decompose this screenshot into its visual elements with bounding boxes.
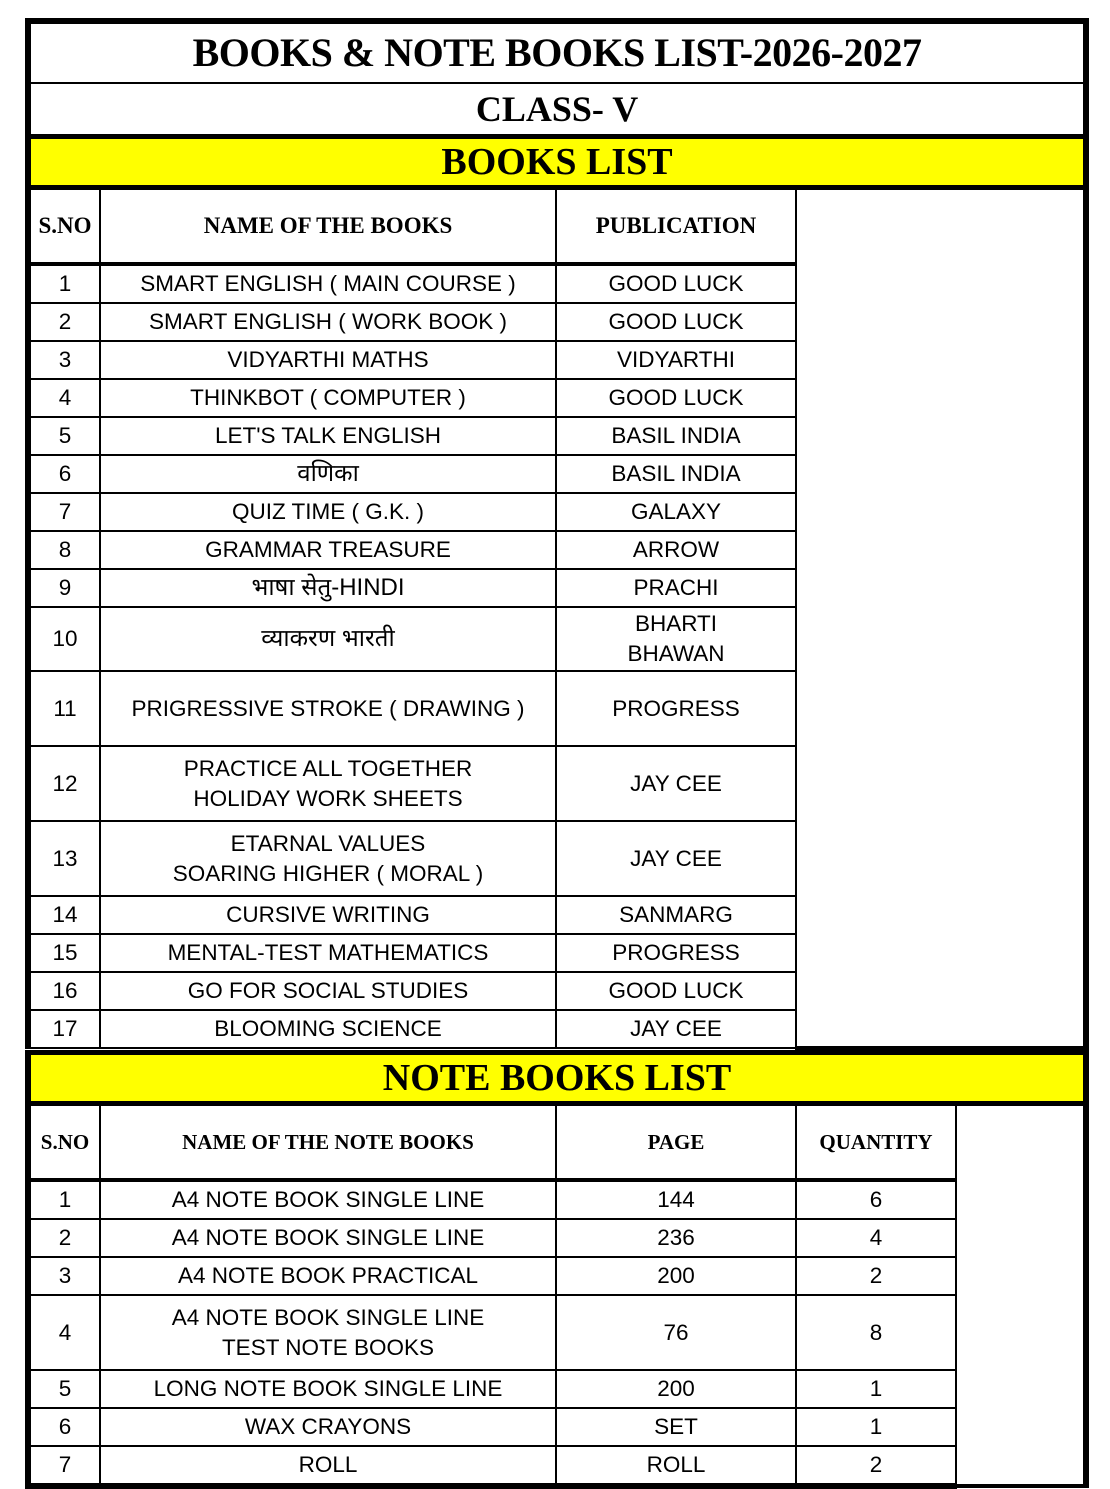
book-publication: PROGRESS bbox=[556, 934, 796, 972]
notebook-page: 200 bbox=[556, 1257, 796, 1295]
book-name: वणिका bbox=[100, 455, 556, 493]
notebook-quantity: 1 bbox=[796, 1408, 956, 1446]
book-name: GRAMMAR TREASURE bbox=[100, 531, 556, 569]
book-sno: 16 bbox=[28, 972, 100, 1010]
book-publication: BASIL INDIA bbox=[556, 455, 796, 493]
books-col-header-sno: S.NO bbox=[28, 188, 100, 265]
book-publication: GOOD LUCK bbox=[556, 303, 796, 341]
book-name: BLOOMING SCIENCE bbox=[100, 1010, 556, 1048]
books-table bbox=[25, 18, 1089, 1050]
page-title: BOOKS & NOTE BOOKS LIST-2026-2027 bbox=[28, 21, 1086, 83]
book-sno: 5 bbox=[28, 417, 100, 455]
book-publication: ARROW bbox=[556, 531, 796, 569]
note-books-list-band-label: NOTE BOOKS LIST bbox=[28, 1053, 1086, 1104]
book-name bbox=[100, 821, 556, 896]
notebooks-blank-column bbox=[956, 1104, 1086, 1487]
notebook-quantity: 2 bbox=[796, 1257, 956, 1295]
book-sno: 3 bbox=[28, 341, 100, 379]
book-sno: 10 bbox=[28, 607, 100, 671]
book-publication: PROGRESS bbox=[556, 671, 796, 746]
book-name-line2: HOLIDAY WORK SHEETS bbox=[193, 785, 463, 811]
notebook-col-header-quantity: QUANTITY bbox=[796, 1104, 956, 1181]
notebooks-table bbox=[25, 1050, 1089, 1489]
book-sno: 13 bbox=[28, 821, 100, 896]
book-publication: SANMARG bbox=[556, 896, 796, 934]
notebooks-header-row bbox=[28, 1104, 1086, 1181]
notebook-quantity: 4 bbox=[796, 1219, 956, 1257]
notebook-col-header-page: PAGE bbox=[556, 1104, 796, 1181]
notebook-name-line1: A4 NOTE BOOK SINGLE LINE bbox=[171, 1304, 485, 1330]
notebook-quantity: 8 bbox=[796, 1295, 956, 1370]
notebook-name: A4 NOTE BOOK PRACTICAL bbox=[100, 1257, 556, 1295]
book-name: व्याकरण भारती bbox=[100, 607, 556, 671]
book-publication: JAY CEE bbox=[556, 1010, 796, 1048]
notebook-page: SET bbox=[556, 1408, 796, 1446]
books-band-row bbox=[28, 137, 1086, 188]
book-publication: JAY CEE bbox=[556, 821, 796, 896]
book-sno: 14 bbox=[28, 896, 100, 934]
book-publication bbox=[556, 607, 796, 671]
book-sno: 6 bbox=[28, 455, 100, 493]
notebooks-band-row bbox=[28, 1053, 1086, 1104]
notebook-page: ROLL bbox=[556, 1446, 796, 1486]
book-publication: GOOD LUCK bbox=[556, 379, 796, 417]
notebook-quantity: 1 bbox=[796, 1370, 956, 1408]
table-row bbox=[28, 1180, 1086, 1219]
book-sno: 15 bbox=[28, 934, 100, 972]
book-publication: JAY CEE bbox=[556, 746, 796, 821]
notebook-name: A4 NOTE BOOK SINGLE LINE bbox=[100, 1219, 556, 1257]
book-name: VIDYARTHI MATHS bbox=[100, 341, 556, 379]
book-name: GO FOR SOCIAL STUDIES bbox=[100, 972, 556, 1010]
book-sno: 1 bbox=[28, 264, 100, 303]
class-title-row bbox=[28, 83, 1086, 137]
table-row bbox=[28, 1257, 1086, 1295]
table-row bbox=[28, 1370, 1086, 1408]
notebook-sno: 2 bbox=[28, 1219, 100, 1257]
class-title: CLASS- V bbox=[28, 83, 1086, 137]
document-title-row bbox=[28, 21, 1086, 83]
book-sno: 8 bbox=[28, 531, 100, 569]
book-publication: GALAXY bbox=[556, 493, 796, 531]
book-publication: BASIL INDIA bbox=[556, 417, 796, 455]
notebook-name: LONG NOTE BOOK SINGLE LINE bbox=[100, 1370, 556, 1408]
book-name: MENTAL-TEST MATHEMATICS bbox=[100, 934, 556, 972]
table-row bbox=[28, 1446, 1086, 1486]
table-row bbox=[28, 1408, 1086, 1446]
book-sno: 9 bbox=[28, 569, 100, 607]
notebook-sno: 5 bbox=[28, 1370, 100, 1408]
book-name-line2: SOARING HIGHER ( MORAL ) bbox=[172, 860, 484, 886]
book-sno: 17 bbox=[28, 1010, 100, 1048]
books-list-band-label: BOOKS LIST bbox=[28, 137, 1086, 188]
notebook-name: WAX CRAYONS bbox=[100, 1408, 556, 1446]
books-blank-column bbox=[796, 188, 1086, 1049]
notebook-sno: 1 bbox=[28, 1180, 100, 1219]
notebook-sno: 7 bbox=[28, 1446, 100, 1486]
books-header-row bbox=[28, 188, 1086, 265]
notebook-page: 144 bbox=[556, 1180, 796, 1219]
notebook-page: 236 bbox=[556, 1219, 796, 1257]
book-sno: 12 bbox=[28, 746, 100, 821]
book-publication: VIDYARTHI bbox=[556, 341, 796, 379]
book-sno: 7 bbox=[28, 493, 100, 531]
books-col-header-name: NAME OF THE BOOKS bbox=[100, 188, 556, 265]
notebook-page: 200 bbox=[556, 1370, 796, 1408]
notebook-name: A4 NOTE BOOK SINGLE LINE bbox=[100, 1180, 556, 1219]
notebook-sno: 3 bbox=[28, 1257, 100, 1295]
book-publication: PRACHI bbox=[556, 569, 796, 607]
book-name: भाषा सेतु-HINDI bbox=[100, 569, 556, 607]
books-col-header-publication: PUBLICATION bbox=[556, 188, 796, 265]
book-sno: 2 bbox=[28, 303, 100, 341]
book-sno: 4 bbox=[28, 379, 100, 417]
book-name: QUIZ TIME ( G.K. ) bbox=[100, 493, 556, 531]
notebook-sno: 6 bbox=[28, 1408, 100, 1446]
book-name: PRIGRESSIVE STROKE ( DRAWING ) bbox=[100, 671, 556, 746]
book-name: THINKBOT ( COMPUTER ) bbox=[100, 379, 556, 417]
book-name: LET'S TALK ENGLISH bbox=[100, 417, 556, 455]
notebook-name: ROLL bbox=[100, 1446, 556, 1486]
notebook-quantity: 6 bbox=[796, 1180, 956, 1219]
book-publication: GOOD LUCK bbox=[556, 264, 796, 303]
notebook-quantity: 2 bbox=[796, 1446, 956, 1486]
book-publication: GOOD LUCK bbox=[556, 972, 796, 1010]
notebook-sno: 4 bbox=[28, 1295, 100, 1370]
notebook-page: 76 bbox=[556, 1295, 796, 1370]
book-publication-line1: BHARTI bbox=[634, 611, 718, 637]
notebook-name bbox=[100, 1295, 556, 1370]
notebook-name-line2: TEST NOTE BOOKS bbox=[221, 1334, 435, 1360]
table-row bbox=[28, 1219, 1086, 1257]
notebook-col-header-sno: S.NO bbox=[28, 1104, 100, 1181]
book-name: SMART ENGLISH ( MAIN COURSE ) bbox=[100, 264, 556, 303]
book-name-line1: ETARNAL VALUES bbox=[230, 830, 426, 856]
book-sno: 11 bbox=[28, 671, 100, 746]
book-publication-line2: BHAWAN bbox=[627, 641, 725, 666]
notebook-col-header-name: NAME OF THE NOTE BOOKS bbox=[100, 1104, 556, 1181]
book-name: CURSIVE WRITING bbox=[100, 896, 556, 934]
table-row bbox=[28, 1295, 1086, 1370]
book-name bbox=[100, 746, 556, 821]
book-name-line1: PRACTICE ALL TOGETHER bbox=[183, 755, 473, 781]
book-name: SMART ENGLISH ( WORK BOOK ) bbox=[100, 303, 556, 341]
